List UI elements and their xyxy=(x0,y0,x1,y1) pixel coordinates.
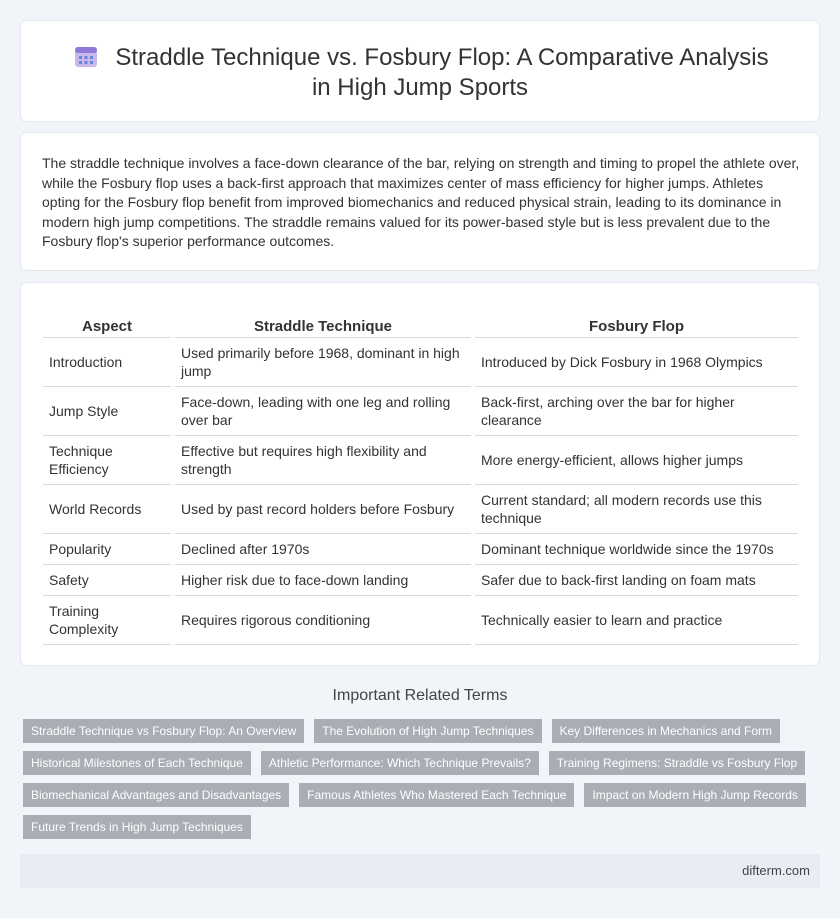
table-row xyxy=(43,484,798,533)
page-title: Straddle Technique vs. Fosbury Flop: A Comparative Analysis in High Jump Sports xyxy=(115,44,769,101)
table-cell: Requires rigorous conditioning xyxy=(173,595,473,644)
table-row xyxy=(43,337,798,386)
table-cell: Effective but requires high flexibility and strength xyxy=(173,435,473,484)
table-cell: Face-down, leading with one leg and rolling over bar xyxy=(173,386,473,435)
related-terms-heading: Important Related Terms xyxy=(332,687,508,704)
footer xyxy=(20,854,820,888)
table-cell: Higher risk due to face-down landing xyxy=(173,564,473,595)
table-cell: Introduced by Dick Fosbury in 1968 Olympics xyxy=(473,337,798,386)
footer-site-link[interactable]: difterm.com xyxy=(742,863,810,878)
table-row xyxy=(43,533,798,564)
table-cell: Back-first, arching over the bar for higher clearance xyxy=(473,386,798,435)
related-term-tag[interactable]: Historical Milestones of Each Technique xyxy=(23,751,251,775)
column-header-fosbury: Fosbury Flop xyxy=(473,313,798,337)
table-row xyxy=(43,386,798,435)
table-row xyxy=(43,564,798,595)
table-cell: Introduction xyxy=(43,337,173,386)
related-term-tag[interactable]: Athletic Performance: Which Technique Prevails? xyxy=(261,751,539,775)
table-cell: Used by past record holders before Fosbury xyxy=(173,484,473,533)
related-term-tag[interactable]: The Evolution of High Jump Techniques xyxy=(314,719,541,743)
table-cell: Dominant technique worldwide since the 1970s xyxy=(473,533,798,564)
table-cell: More energy-efficient, allows higher jumps xyxy=(473,435,798,484)
table-row xyxy=(43,595,798,644)
page-title-row xyxy=(21,43,819,103)
table-cell: Jump Style xyxy=(43,386,173,435)
related-term-tag[interactable]: Straddle Technique vs Fosbury Flop: An Overview xyxy=(23,719,304,743)
column-header-aspect: Aspect xyxy=(43,313,173,337)
table-cell: Popularity xyxy=(43,533,173,564)
table-cell: Safer due to back-first landing on foam mats xyxy=(473,564,798,595)
calendar-grid-icon xyxy=(71,45,101,69)
related-terms-list xyxy=(23,719,813,847)
table-cell: Used primarily before 1968, dominant in high jump xyxy=(173,337,473,386)
table-cell: Declined after 1970s xyxy=(173,533,473,564)
tag-row xyxy=(23,783,813,807)
table-cell: Safety xyxy=(43,564,173,595)
related-term-tag[interactable]: Future Trends in High Jump Techniques xyxy=(23,815,251,839)
related-term-tag[interactable]: Impact on Modern High Jump Records xyxy=(584,783,805,807)
title-card xyxy=(20,20,820,122)
table-cell: World Records xyxy=(43,484,173,533)
related-term-tag[interactable]: Training Regimens: Straddle vs Fosbury Flop xyxy=(549,751,805,775)
tag-row xyxy=(23,815,813,839)
related-term-tag[interactable]: Famous Athletes Who Mastered Each Technique xyxy=(299,783,574,807)
table-cell: Technique Efficiency xyxy=(43,435,173,484)
comparison-table xyxy=(43,313,798,645)
table-row xyxy=(43,435,798,484)
intro-paragraph: The straddle technique involves a face-down clearance of the bar, relying on strength and timing to propel the athlete over, while the Fosbury flop uses a back-first approach that maximizes center of mass efficiency for higher jumps. Athletes opting for the Fosbury flop benefit from improved biomechanics and reduced physical strain, leading to its dominance in modern high jump competitions. The straddle remains valued for its power-based style but is less prevalent due to the Fosbury flop's superior performance outcomes. xyxy=(42,155,800,250)
table-cell: Technically easier to learn and practice xyxy=(473,595,798,644)
tag-row xyxy=(23,719,813,743)
table-cell: Current standard; all modern records use this technique xyxy=(473,484,798,533)
tag-row xyxy=(23,751,813,775)
table-cell: Training Complexity xyxy=(43,595,173,644)
comparison-card xyxy=(20,282,820,666)
table-header-row xyxy=(43,313,798,337)
related-term-tag[interactable]: Key Differences in Mechanics and Form xyxy=(552,719,781,743)
column-header-straddle: Straddle Technique xyxy=(173,313,473,337)
related-term-tag[interactable]: Biomechanical Advantages and Disadvantages xyxy=(23,783,289,807)
intro-card xyxy=(20,132,820,271)
